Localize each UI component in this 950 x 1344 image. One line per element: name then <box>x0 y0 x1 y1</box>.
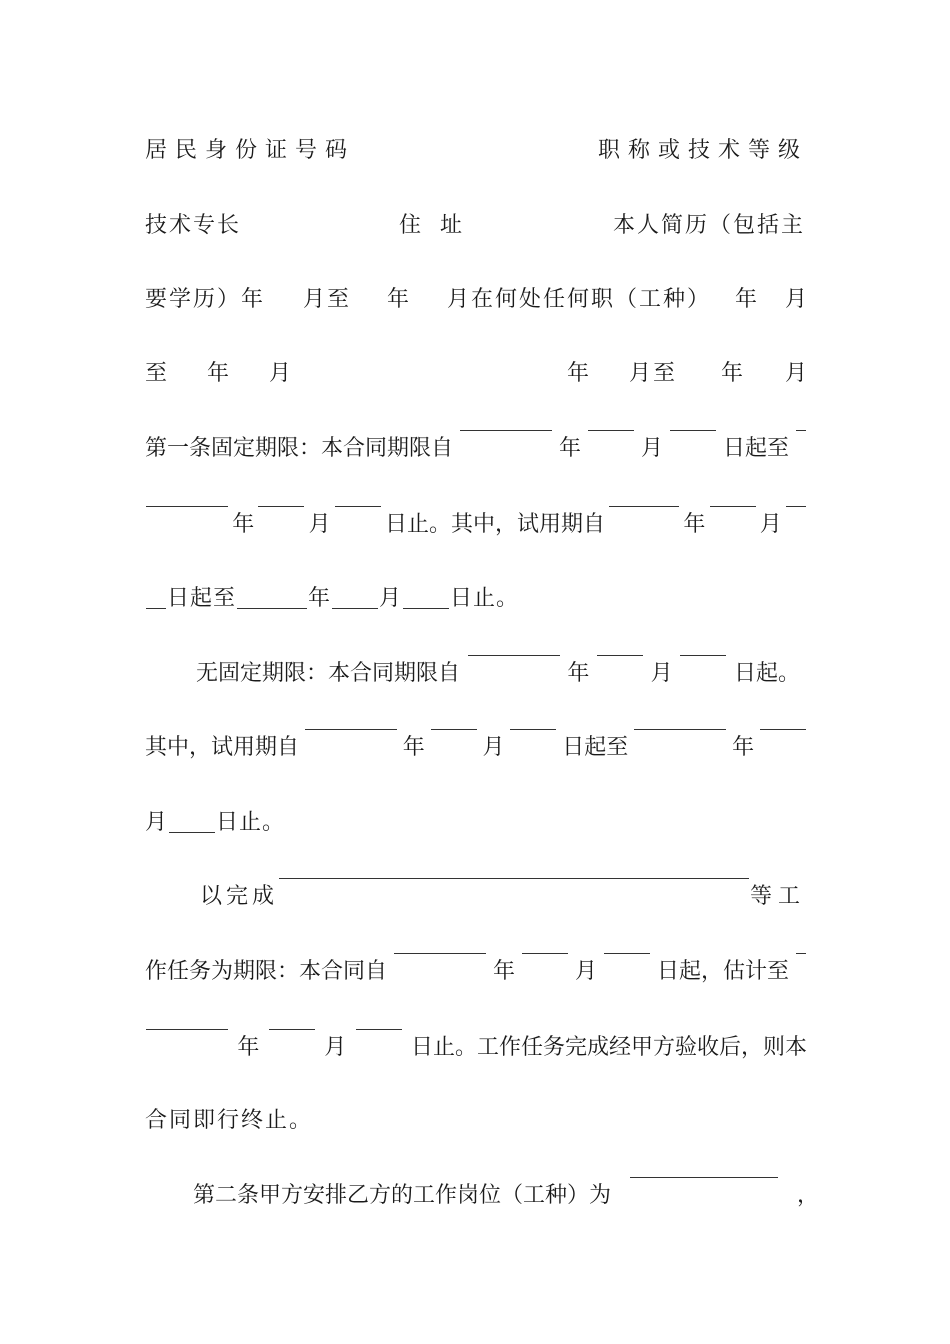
blank-position-field[interactable] <box>630 1176 778 1178</box>
text-segment: 年 <box>237 1035 260 1060</box>
text-segment: 第二条甲方安排乙方的工作岗位（工种）为 <box>193 1183 612 1208</box>
blank-month-field[interactable] <box>269 1028 315 1030</box>
label-title-or-grade: 职称或技术等级 <box>598 138 809 163</box>
clause-task-based-dates <box>145 952 807 992</box>
blank-year-field[interactable] <box>796 952 806 954</box>
text-segment: 日起至 <box>562 735 629 760</box>
text-segment: 月 <box>482 735 505 760</box>
blank-year-field[interactable] <box>468 654 560 656</box>
blank-year-field[interactable] <box>146 1028 228 1030</box>
clause-1-end-and-probation <box>145 505 807 545</box>
text-segment: 日止。 <box>216 810 286 835</box>
text-segment: 月 <box>379 586 403 611</box>
blank-day-field[interactable] <box>670 429 716 431</box>
text-segment: 日起至 <box>167 586 237 611</box>
text-segment: 月 <box>650 661 673 686</box>
blank-year-field[interactable] <box>305 728 397 730</box>
label-id-number: 居民身份证号码 <box>145 138 356 163</box>
blank-day-field[interactable] <box>403 607 449 609</box>
blank-year-field[interactable] <box>146 505 228 507</box>
blank-day-field[interactable] <box>335 505 381 507</box>
clause-open-ended-end <box>145 803 807 843</box>
blank-month-field[interactable] <box>597 654 643 656</box>
text-segment: 年 <box>558 436 581 461</box>
clause-1-probation-end <box>145 579 807 619</box>
line-resume-continued <box>145 280 810 320</box>
text-segment: 年 <box>402 735 425 760</box>
blank-year-field[interactable] <box>460 429 552 431</box>
clause-task-based <box>200 877 806 917</box>
text-segment: 月 <box>324 1035 347 1060</box>
blank-task-field[interactable] <box>279 877 749 879</box>
line-id-and-title <box>145 131 807 171</box>
blank-month-field[interactable] <box>588 429 634 431</box>
text-segment: 等工 <box>749 884 806 909</box>
text-segment: 作任务为期限：本合同自 <box>145 959 388 984</box>
label-address: 住 址 <box>399 213 468 238</box>
clause-open-ended-probation <box>145 728 807 768</box>
blank-day-field[interactable] <box>604 952 650 954</box>
text-segment: 年 <box>732 735 755 760</box>
text-segment: 日止。其中，试用期自 <box>384 512 605 537</box>
text-segment: 年 <box>721 361 746 386</box>
text-segment: 月 <box>785 361 810 386</box>
line-date-ranges <box>145 354 810 394</box>
blank-year-field[interactable] <box>394 952 486 954</box>
text-segment: 第一条固定期限：本合同期限自 <box>145 436 454 461</box>
clause-open-ended <box>196 654 800 694</box>
text-segment: 日起。 <box>733 661 800 686</box>
clause-task-based-end <box>145 1028 807 1068</box>
text-segment: 年 <box>207 361 232 386</box>
text-segment: 无固定期限：本合同期限自 <box>196 661 461 686</box>
blank-day-field[interactable] <box>680 654 726 656</box>
text-segment: 年 <box>567 661 590 686</box>
blank-month-field[interactable] <box>522 952 568 954</box>
text-segment: 合同即行终止。 <box>145 1108 314 1133</box>
label-specialty: 技术专长 <box>145 213 242 238</box>
blank-year-field[interactable] <box>237 607 307 609</box>
label-resume: 本人简历（包括主 <box>613 213 806 238</box>
text-segment: 年 <box>387 287 412 312</box>
text-segment: 月 <box>308 512 331 537</box>
blank-day-field[interactable] <box>786 505 806 507</box>
blank-month-field[interactable] <box>710 505 756 507</box>
text-segment: 以完成 <box>200 884 279 909</box>
text-segment: 月至 <box>303 287 352 312</box>
text-segment: 日止。 <box>450 586 520 611</box>
text-segment: 月 <box>145 810 169 835</box>
text-segment: 月 <box>785 287 810 312</box>
text-segment: 月在何处任何职（工种） <box>447 287 712 312</box>
text-segment: 月 <box>269 361 294 386</box>
text-segment: 月至 <box>629 361 678 386</box>
blank-month-field[interactable] <box>332 607 378 609</box>
clause-task-based-termination <box>145 1101 807 1141</box>
text-segment: 年 <box>735 287 760 312</box>
line-specialty-address-resume <box>145 206 807 246</box>
text-segment: 年 <box>567 361 592 386</box>
blank-year-field[interactable] <box>609 505 679 507</box>
blank-day-field[interactable] <box>356 1028 402 1030</box>
clause-1-fixed-term <box>145 429 807 469</box>
text-segment: 日起至 <box>722 436 789 461</box>
blank-day-field[interactable] <box>169 831 215 833</box>
clause-2-job-position <box>193 1176 819 1216</box>
text-segment: 要学历）年 <box>145 287 266 312</box>
blank-month-field[interactable] <box>760 728 806 730</box>
text-segment: 日止。工作任务完成经甲方验收后，则本 <box>410 1035 807 1060</box>
text-segment: 年 <box>232 512 255 537</box>
blank-year-field[interactable] <box>796 429 806 431</box>
text-segment: 年 <box>492 959 515 984</box>
text-segment: 至 <box>145 361 170 386</box>
text-segment: 年 <box>308 586 332 611</box>
blank-day-field[interactable] <box>146 607 166 609</box>
blank-month-field[interactable] <box>258 505 304 507</box>
text-segment: 日起，估计至 <box>656 959 789 984</box>
text-segment: 年 <box>683 512 706 537</box>
text-segment: 其中，试用期自 <box>145 735 300 760</box>
text-segment: ， <box>796 1183 819 1208</box>
text-segment: 月 <box>759 512 782 537</box>
blank-month-field[interactable] <box>431 728 477 730</box>
text-segment: 月 <box>640 436 663 461</box>
text-segment: 月 <box>574 959 597 984</box>
blank-year-field[interactable] <box>634 728 726 730</box>
blank-day-field[interactable] <box>510 728 556 730</box>
